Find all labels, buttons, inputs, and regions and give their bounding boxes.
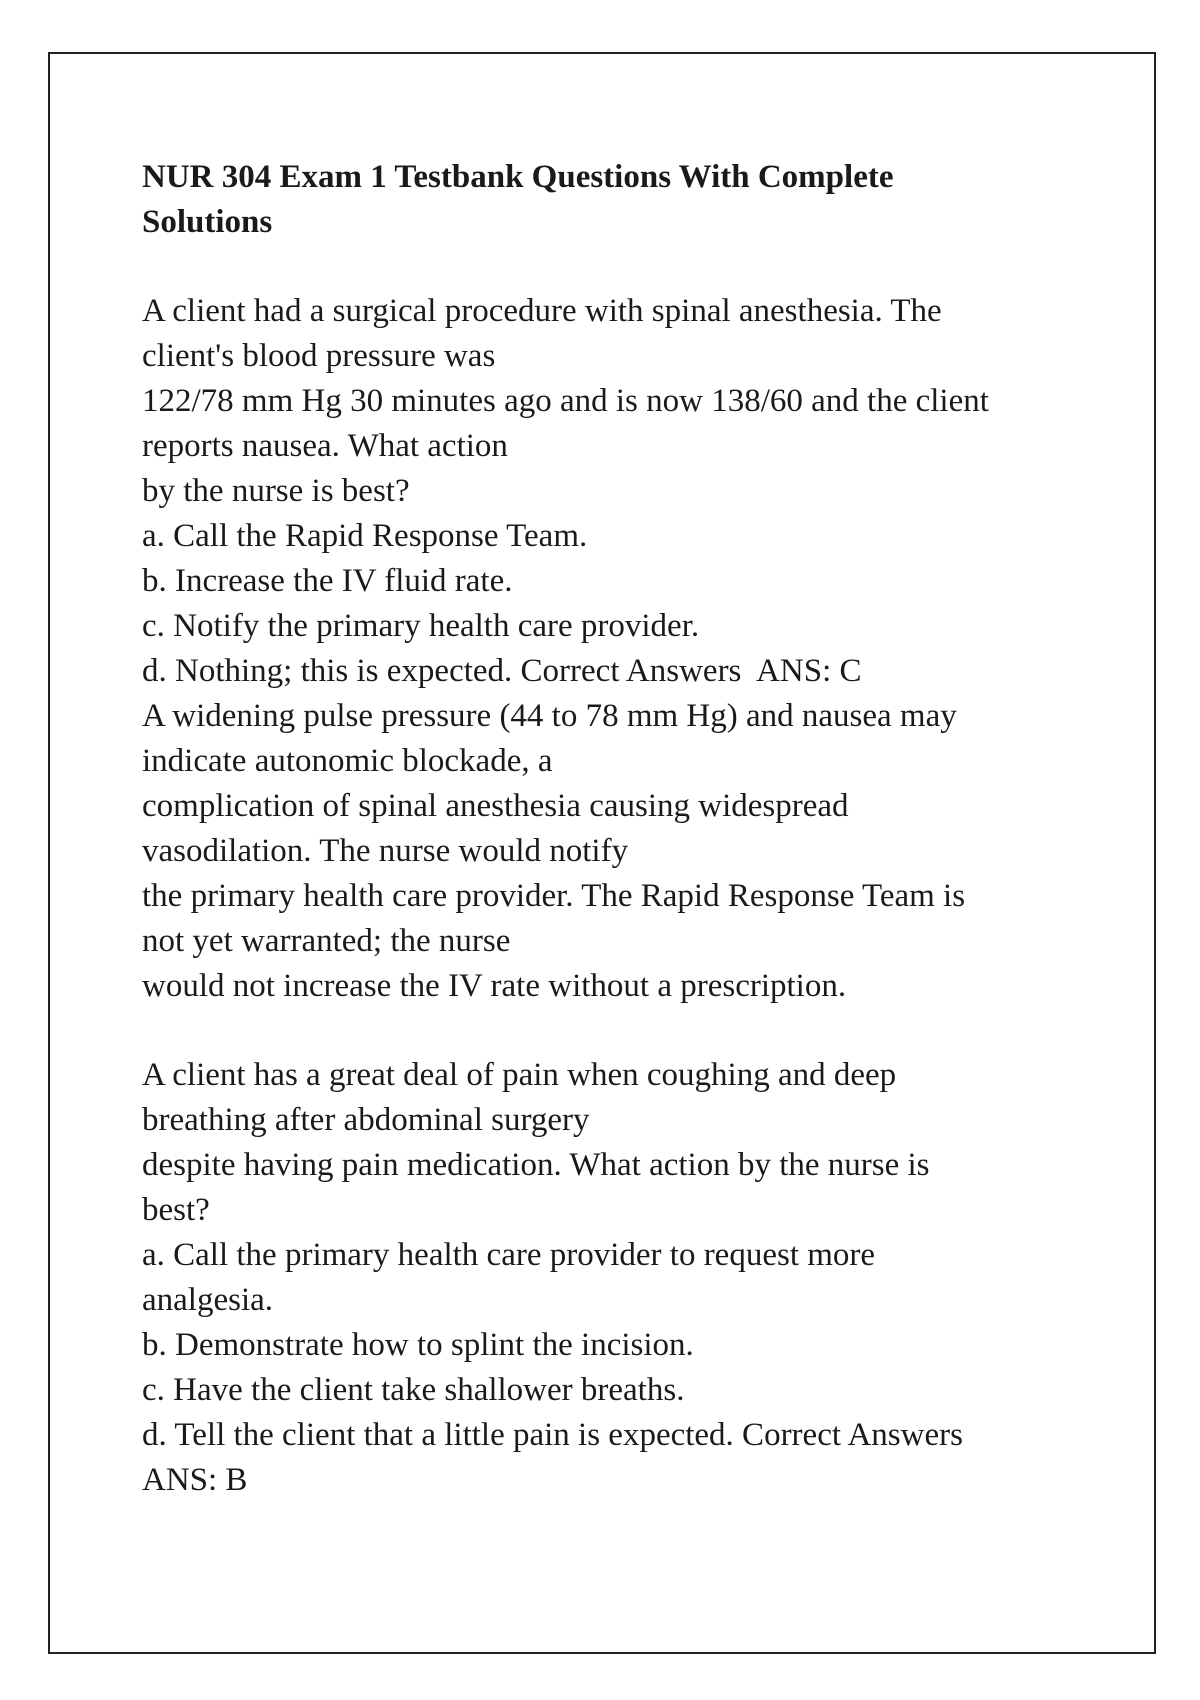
- answer-option-a-continued: analgesia.: [142, 1282, 274, 1318]
- rationale-line: would not increase the IV rate without a prescription.: [142, 968, 847, 1004]
- rationale-line: not yet warranted; the nurse: [142, 923, 511, 959]
- question-text-line: breathing after abdominal surgery: [142, 1102, 590, 1138]
- question-text-line: despite having pain medication. What action by the nurse is: [142, 1147, 930, 1183]
- answer-option-c: c. Notify the primary health care provider.: [142, 608, 700, 644]
- document-title: [142, 155, 1072, 245]
- document-body: [142, 155, 1072, 1547]
- answer-option-d: d. Tell the client that a little pain is expected. Correct Answers: [142, 1417, 963, 1453]
- rationale-line: vasodilation. The nurse would notify: [142, 833, 629, 869]
- answer-option-b: b. Increase the IV fluid rate.: [142, 563, 513, 599]
- question-text-line: client's blood pressure was: [142, 338, 496, 374]
- question-1: [142, 289, 1072, 1009]
- question-text-line: by the nurse is best?: [142, 473, 410, 509]
- question-text-line: best?: [142, 1192, 210, 1228]
- rationale-line: complication of spinal anesthesia causing widespread: [142, 788, 849, 824]
- question-text-line: A client has a great deal of pain when coughing and deep: [142, 1057, 897, 1093]
- answer-option-a: a. Call the Rapid Response Team.: [142, 518, 588, 554]
- question-text-line: A client had a surgical procedure with spinal anesthesia. The: [142, 293, 942, 329]
- question-text-line: reports nausea. What action: [142, 428, 508, 464]
- answer-option-c: c. Have the client take shallower breaths.: [142, 1372, 685, 1408]
- rationale-line: the primary health care provider. The Rapid Response Team is: [142, 878, 966, 914]
- question-text-line: 122/78 mm Hg 30 minutes ago and is now 138/60 and the client: [142, 383, 989, 419]
- question-2: [142, 1053, 1072, 1503]
- answer-option-b: b. Demonstrate how to splint the incision.: [142, 1327, 694, 1363]
- rationale-line: indicate autonomic blockade, a: [142, 743, 553, 779]
- answer-option-a: a. Call the primary health care provider to request more: [142, 1237, 876, 1273]
- title-line: NUR 304 Exam 1 Testbank Questions With Complete: [142, 159, 894, 195]
- answer-key: ANS: B: [142, 1462, 248, 1498]
- rationale-line: A widening pulse pressure (44 to 78 mm Hg) and nausea may: [142, 698, 957, 734]
- answer-option-d: d. Nothing; this is expected. Correct Answers ANS: C: [142, 653, 862, 689]
- title-line: Solutions: [142, 204, 273, 240]
